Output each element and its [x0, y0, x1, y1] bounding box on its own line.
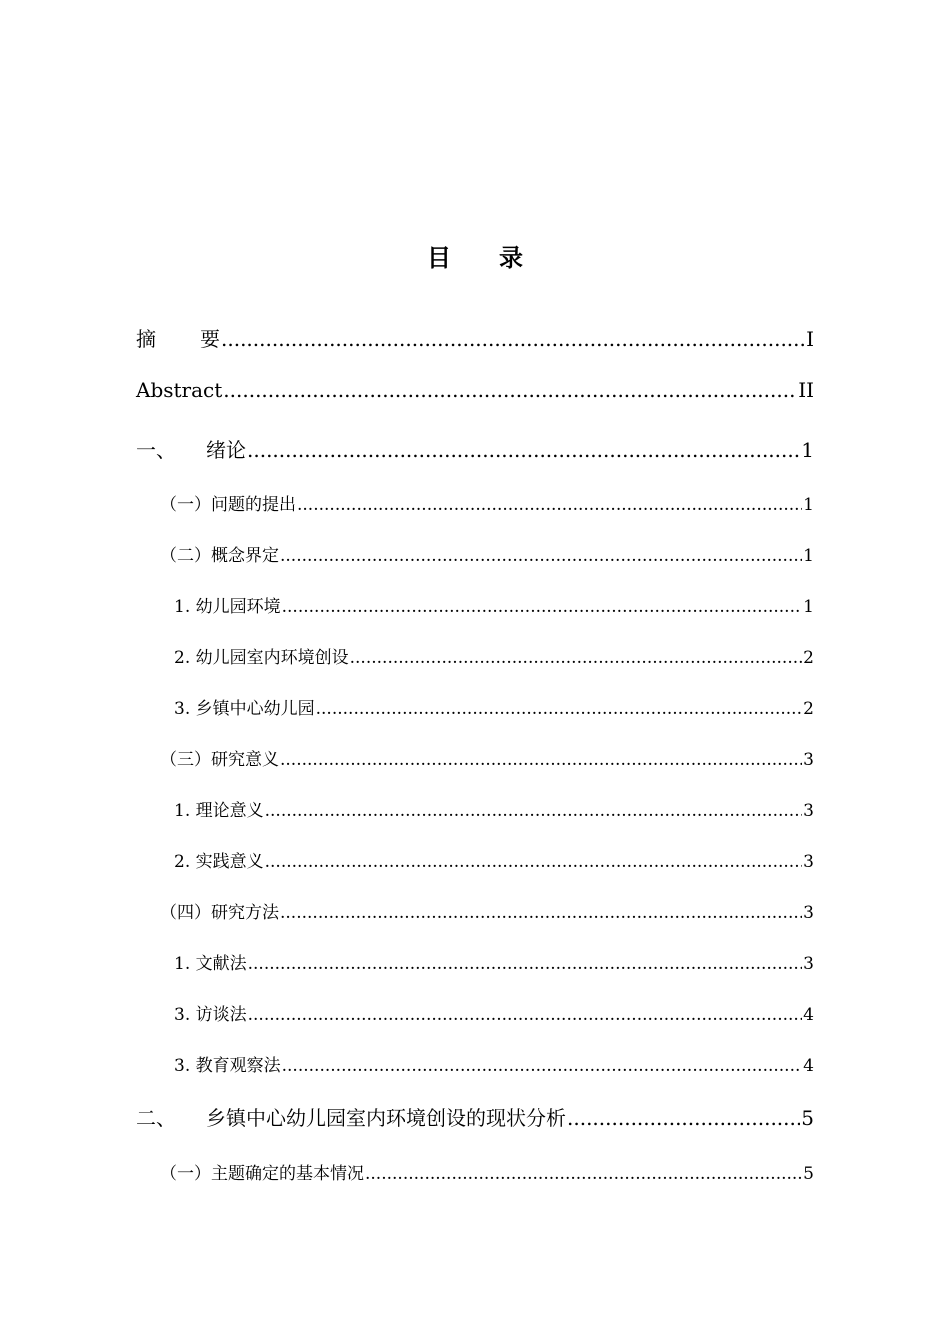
page-number: 3	[803, 801, 814, 821]
page-number: 2	[803, 699, 814, 719]
toc-entry[interactable]: 1. 文献法 ..... 3	[174, 949, 814, 974]
leader-dots	[248, 1005, 803, 1025]
toc-entry[interactable]: 1. 幼儿园环境 ..... 1	[174, 592, 814, 617]
toc-entry-abstract-en[interactable]: Abstract ..... II	[136, 378, 814, 402]
toc-entry-chapter-2[interactable]: 二、 乡镇中心幼儿园室内环境创设的现状分析 ..... 5	[136, 1102, 814, 1131]
page-number: 3	[803, 852, 814, 872]
leader-dots	[297, 495, 802, 515]
toc-entry-abstract-cn[interactable]: 摘 要 ..... I	[136, 323, 814, 352]
page-number: I	[806, 327, 814, 351]
leader-dots	[223, 378, 797, 402]
leader-dots	[221, 327, 805, 351]
page-number: 1	[803, 597, 814, 617]
page-number: 1	[803, 495, 814, 515]
leader-dots	[280, 903, 802, 923]
leader-dots	[316, 699, 803, 719]
leader-dots	[247, 438, 800, 462]
toc-title-second: 录	[499, 244, 523, 272]
page-number: 3	[803, 750, 814, 770]
leader-dots	[248, 954, 803, 974]
toc-entry[interactable]: （一）主题确定的基本情况 ..... 5	[160, 1159, 814, 1184]
leader-dots	[280, 546, 802, 566]
toc-title-first: 目	[427, 244, 451, 272]
page-number: 2	[803, 648, 814, 668]
page-number: 4	[803, 1056, 814, 1076]
leader-dots	[265, 801, 803, 821]
leader-dots	[265, 852, 803, 872]
page-number: 1	[801, 438, 814, 462]
page-number: 1	[803, 546, 814, 566]
leader-dots	[350, 648, 803, 668]
toc-entry[interactable]: （三）研究意义 ..... 3	[160, 745, 814, 770]
leader-dots	[282, 597, 803, 617]
page-number: 5	[801, 1106, 814, 1130]
toc-entry[interactable]: 3. 教育观察法 ..... 4	[174, 1051, 814, 1076]
toc-entry-chapter-1[interactable]: 一、 绪论 ..... 1	[136, 434, 814, 463]
leader-dots	[365, 1164, 802, 1184]
leader-dots	[282, 1056, 803, 1076]
leader-dots	[280, 750, 802, 770]
leader-dots	[567, 1106, 800, 1130]
toc-entry[interactable]: 2. 幼儿园室内环境创设 ..... 2	[174, 643, 814, 668]
page-number: II	[798, 378, 814, 402]
page-number: 5	[803, 1164, 814, 1184]
toc-entry[interactable]: 2. 实践意义 ..... 3	[174, 847, 814, 872]
page-number: 4	[803, 1005, 814, 1025]
toc-entry[interactable]: 3. 访谈法 ..... 4	[174, 1000, 814, 1025]
toc-title	[0, 238, 950, 273]
page-number: 3	[803, 954, 814, 974]
toc-entry[interactable]: 1. 理论意义 ..... 3	[174, 796, 814, 821]
page-number: 3	[803, 903, 814, 923]
toc-entry[interactable]: （二）概念界定 ..... 1	[160, 541, 814, 566]
toc-entry[interactable]: （四）研究方法 ..... 3	[160, 898, 814, 923]
toc-entry[interactable]: 3. 乡镇中心幼儿园 ..... 2	[174, 694, 814, 719]
toc-entry[interactable]: （一）问题的提出 ..... 1	[160, 490, 814, 515]
